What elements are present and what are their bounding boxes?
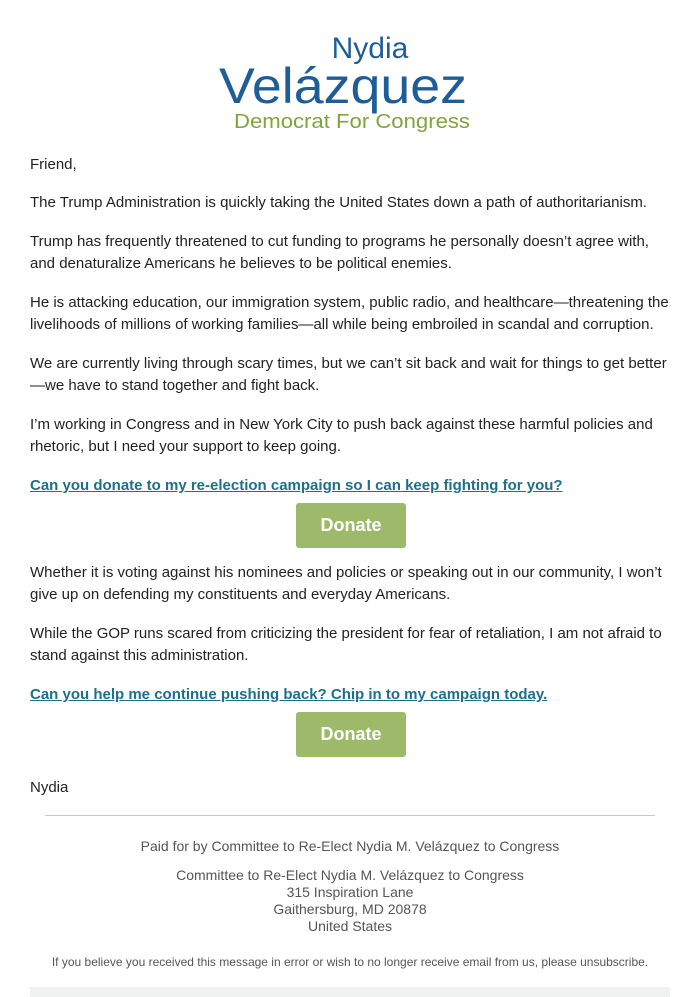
email-footer: [0, 836, 700, 970]
paragraph-7: [30, 623, 672, 667]
paragraph-3-line-1: He is attacking education, our immigration system, public radio, and healthcare—threatening the: [30, 294, 669, 311]
address-city: Gaithersburg, MD 20878: [273, 901, 427, 917]
greeting: Friend,: [30, 156, 77, 173]
paid-for-disclaimer: Paid for by Committee to Re-Elect Nydia M. Velázquez to Congress: [140, 838, 560, 854]
logo-tagline: Democrat For Congress: [234, 111, 470, 133]
donate-ask-link-1[interactable]: Can you donate to my re-election campaign so I can keep fighting for you?: [30, 477, 563, 494]
paragraph-5: [30, 414, 672, 458]
paragraph-6: [30, 562, 672, 606]
donate-button-1[interactable]: Donate: [296, 503, 406, 548]
footer-bottom-bar: [30, 987, 670, 997]
footer-divider: [45, 815, 655, 816]
paragraph-7-line-1: While the GOP runs scared from criticizing the president for fear of retaliation, I am not afraid to: [30, 625, 662, 642]
paragraph-1-text: The Trump Administration is quickly taking the United States down a path of authoritarianism.: [30, 194, 647, 211]
paragraph-1: [30, 192, 672, 214]
campaign-logo: [0, 28, 700, 136]
address-committee: Committee to Re-Elect Nydia M. Velázquez to Congress: [176, 867, 524, 883]
paragraph-5-line-1: I’m working in Congress and in New York City to push back against these harmful policies and: [30, 416, 653, 433]
mailing-address: [0, 867, 700, 935]
signature: Nydia: [30, 779, 69, 796]
paragraph-6-line-2: give up on defending my constituents and everyday Americans.: [30, 586, 451, 603]
paragraph-2-line-1: Trump has frequently threatened to cut funding to programs he personally doesn’t agree with,: [30, 233, 649, 250]
paragraph-2-line-2: and denaturalize Americans he believes to be political enemies.: [30, 255, 452, 272]
paragraph-2: [30, 231, 672, 275]
paragraph-4: [30, 353, 672, 397]
logo-first-name: Nydia: [331, 32, 409, 65]
logo-graphic: [0, 28, 700, 136]
donate-button-2[interactable]: Donate: [296, 712, 406, 757]
paragraph-5-line-2: rhetoric, but I need your support to keep going.: [30, 438, 342, 455]
paragraph-3-line-2: livelihoods of millions of working families—all while being embroiled in scandal and corruption.: [30, 316, 654, 333]
paragraph-7-line-2: stand against this administration.: [30, 647, 249, 664]
paragraph-4-line-1: We are currently living through scary times, but we can’t sit back and wait for things to get better: [30, 355, 667, 372]
address-street: 315 Inspiration Lane: [286, 884, 414, 900]
email-body: [30, 154, 672, 799]
logo-last-name: Velázquez: [219, 58, 467, 114]
unsubscribe-notice[interactable]: If you believe you received this message in error or wish to no longer receive email from us, please unsubscribe.: [51, 955, 649, 969]
address-country: United States: [307, 918, 393, 934]
donate-ask-link-2[interactable]: Can you help me continue pushing back? Chip in to my campaign today.: [30, 686, 548, 703]
paragraph-4-line-2: —we have to stand together and fight back.: [30, 377, 320, 394]
paragraph-6-line-1: Whether it is voting against his nominees and policies or speaking out in our community, I won’t: [30, 564, 662, 581]
donate-button-row-1: [30, 503, 672, 548]
donate-button-row-2: [30, 712, 672, 757]
paragraph-3: [30, 292, 672, 336]
